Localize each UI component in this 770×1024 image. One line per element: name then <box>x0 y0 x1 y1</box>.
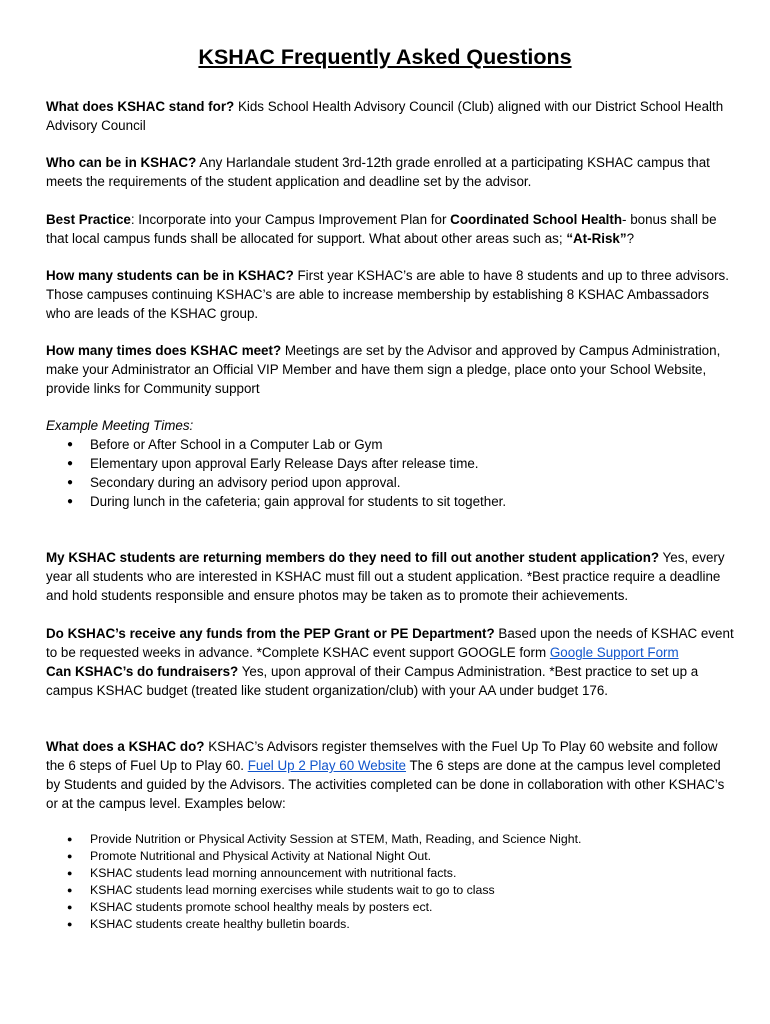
emphasis: Coordinated School Health <box>450 212 623 227</box>
faq-what-does-kshac-do <box>46 737 736 813</box>
answer: The 6 steps are done at the campus level completed by Students and guided by the Advisors. The activities completed can be done in collaboration with other KSHAC’s or at the campus level. Examples below: <box>46 758 725 811</box>
list-item: ● KSHAC students lead morning exercises while students wait to go to class <box>46 882 736 899</box>
list-item: ● Provide Nutrition or Physical Activity Session at STEM, Math, Reading, and Science Night. <box>46 831 736 848</box>
list-item: ● KSHAC students create healthy bulletin boards. <box>46 916 736 933</box>
meeting-times-list <box>46 435 736 511</box>
answer: Yes, every year all students who are interested in KSHAC must fill out a student application. *Best practice require a deadline and hold students responsible and ensure photos may be taken as to promote their achievements. <box>46 550 725 603</box>
best-practice <box>46 210 736 248</box>
answer: Based upon the needs of KSHAC event to be requested weeks in advance. *Complete KSHAC event support GOOGLE form <box>46 626 734 660</box>
question: Who can be in KSHAC? <box>46 155 197 170</box>
list-item: ● Promote Nutritional and Physical Activity at National Night Out. <box>46 848 736 865</box>
faq-how-many-students <box>46 266 736 323</box>
faq-returning-members <box>46 548 736 605</box>
answer: Meetings are set by the Advisor and approved by Campus Administration, make your Administrator an Official VIP Member and have them sign a pledge, place onto your School Website, provide links for Community support <box>46 343 721 396</box>
question: What does KSHAC stand for? <box>46 99 235 114</box>
text: : Incorporate into your Campus Improvement Plan for <box>130 212 451 227</box>
list-item: ● During lunch in the cafeteria; gain approval for students to sit together. <box>46 492 736 511</box>
question: What does a KSHAC do? <box>46 739 205 754</box>
question: My KSHAC students are returning members do they need to fill out another student application? <box>46 550 660 565</box>
answer: Any Harlandale student 3rd-12th grade enrolled at a participating KSHAC campus that meets the requirements of the student application and deadline set by the advisor. <box>46 155 710 189</box>
answer: KSHAC’s Advisors register themselves with the Fuel Up To Play 60 website and follow the 6 steps of Fuel Up to Play 60. <box>46 739 718 773</box>
faq-who-can-be <box>46 153 736 191</box>
list-item: ● Elementary upon approval Early Release Days after release time. <box>46 454 736 473</box>
question: How many students can be in KSHAC? <box>46 268 294 283</box>
best-practice-label: Best Practice <box>46 212 131 227</box>
google-support-form-link[interactable]: Google Support Form <box>549 645 679 660</box>
question: Do KSHAC’s receive any funds from the PEP Grant or PE Department? <box>46 626 495 641</box>
question: Can KSHAC’s do fundraisers? <box>46 664 239 679</box>
emphasis: “At-Risk” <box>566 231 627 246</box>
answer: Kids School Health Advisory Council (Club) aligned with our District School Health Advisory Council <box>46 99 724 133</box>
question: How many times does KSHAC meet? <box>46 343 282 358</box>
text: - bonus shall be that local campus funds shall be allocated for support. What about other areas such as; <box>46 212 717 246</box>
examples-list <box>46 831 736 933</box>
faq-how-many-times <box>46 341 736 398</box>
list-item: ● Secondary during an advisory period upon approval. <box>46 473 736 492</box>
faq-funds <box>46 624 736 700</box>
list-item: ● KSHAC students lead morning announcement with nutritional facts. <box>46 865 736 882</box>
list-item: ● KSHAC students promote school healthy meals by posters ect. <box>46 899 736 916</box>
text: ? <box>626 231 635 246</box>
list-item: ● Before or After School in a Computer Lab or Gym <box>46 435 736 454</box>
fuel-up-website-link[interactable]: Fuel Up 2 Play 60 Website <box>247 758 407 773</box>
answer: First year KSHAC’s are able to have 8 students and up to three advisors. Those campuses continuing KSHAC’s are able to increase membership by establishing 8 KSHAC Ambassadors who are leads of the KSHAC group. <box>46 268 729 321</box>
answer: Yes, upon approval of their Campus Administration. *Best practice to set up a campus KSHAC budget (treated like student organization/club) with your AA under budget 176. <box>46 664 699 698</box>
faq-stand-for <box>46 97 736 135</box>
meeting-times-heading: Example Meeting Times: <box>46 418 194 433</box>
page-title: KSHAC Frequently Asked Questions <box>198 45 572 69</box>
